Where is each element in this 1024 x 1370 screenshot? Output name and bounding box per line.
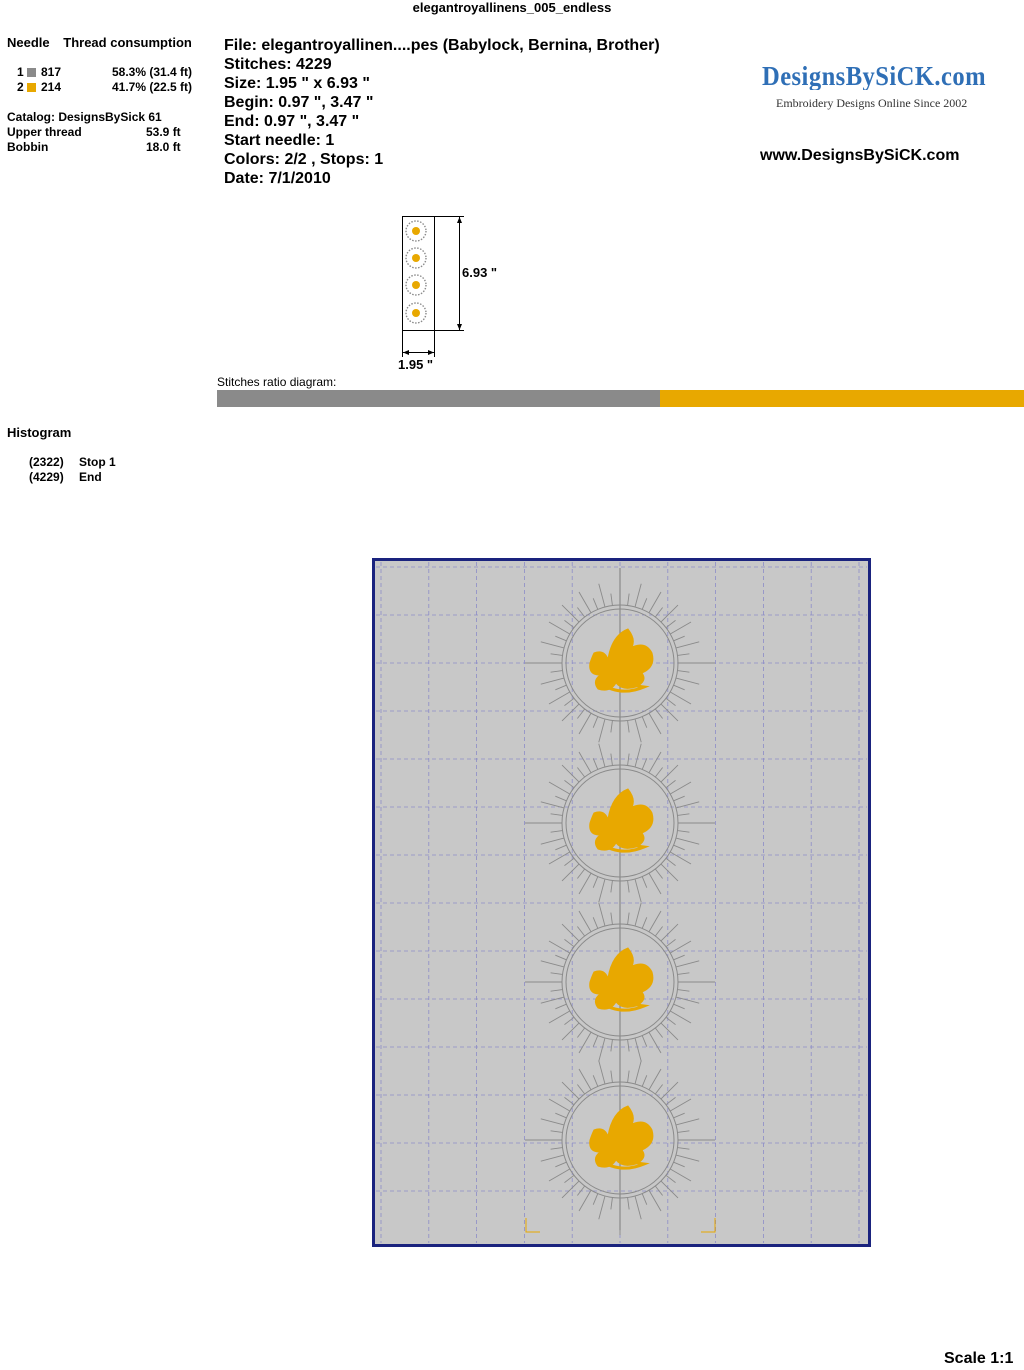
- consumption-header: Thread consumption: [63, 35, 192, 50]
- histogram-count: (2322): [29, 455, 64, 469]
- upper-thread-value: 53.9 ft: [146, 125, 181, 139]
- bobbin-value: 18.0 ft: [146, 140, 181, 154]
- thread-row-2: [17, 80, 212, 95]
- stitches-info: Stitches: 4229: [224, 56, 332, 73]
- thread-table-header: [7, 35, 192, 50]
- file-info: File: elegantroyallinen....pes (Babylock, Bernina, Brother): [224, 37, 660, 54]
- logo-wordmark: [762, 60, 992, 97]
- size-info: Size: 1.95 " x 6.93 ": [224, 75, 370, 92]
- needle-number: 2: [17, 80, 24, 94]
- stitches-ratio-bar: [217, 390, 1024, 407]
- catalog-label: Catalog: DesignsBySick 61: [7, 110, 162, 124]
- histogram-row: [29, 470, 149, 485]
- color-swatch: [27, 68, 36, 77]
- thread-code: 214: [41, 80, 62, 94]
- website-url[interactable]: www.DesignsBySiCK.com: [760, 147, 960, 164]
- histogram-title: Histogram: [7, 425, 72, 440]
- upper-thread-label: Upper thread: [7, 125, 82, 139]
- width-dimension: 1.95 ": [398, 357, 434, 372]
- brand-logo: [762, 60, 992, 110]
- ratio-segment-needle-1: [217, 390, 660, 407]
- begin-info: Begin: 0.97 ", 3.47 ": [224, 94, 374, 111]
- bobbin: [7, 140, 197, 155]
- thread-consumption: 41.7% (22.5 ft): [112, 80, 193, 94]
- height-dimension: 6.93 ": [462, 265, 498, 280]
- scale-label: Scale 1:1: [944, 1350, 1014, 1367]
- histogram-row: [29, 455, 149, 470]
- bobbin-label: Bobbin: [7, 140, 49, 154]
- design-preview: [372, 558, 871, 1247]
- ratio-label: Stitches ratio diagram:: [217, 375, 337, 389]
- end-info: End: 0.97 ", 3.47 ": [224, 113, 360, 130]
- date-info: Date: 7/1/2010: [224, 170, 331, 187]
- logo-tagline: Embroidery Designs Online Since 2002: [776, 96, 968, 110]
- needle-number: 1: [17, 65, 24, 79]
- logo-wordmark-art: [762, 60, 990, 90]
- thread-code: 817: [41, 65, 62, 79]
- histogram-label: End: [79, 470, 102, 484]
- design-thumbnail: [398, 212, 468, 362]
- catalog: [7, 110, 197, 125]
- thread-consumption: 58.3% (31.4 ft): [112, 65, 193, 79]
- color-swatch: [27, 83, 36, 92]
- colors-info: Colors: 2/2 , Stops: 1: [224, 151, 384, 168]
- upper-thread: [7, 125, 197, 140]
- page-title: elegantroyallinens_005_endless: [412, 0, 612, 15]
- histogram-label: Stop 1: [79, 455, 116, 469]
- start-needle-info: Start needle: 1: [224, 132, 335, 149]
- svg-text:DesignsBySiCK.com: DesignsBySiCK.com: [762, 61, 986, 90]
- thread-row-1: [17, 65, 212, 80]
- needle-header: Needle: [7, 35, 50, 50]
- histogram-count: (4229): [29, 470, 64, 484]
- ratio-segment-needle-2: [660, 390, 1024, 407]
